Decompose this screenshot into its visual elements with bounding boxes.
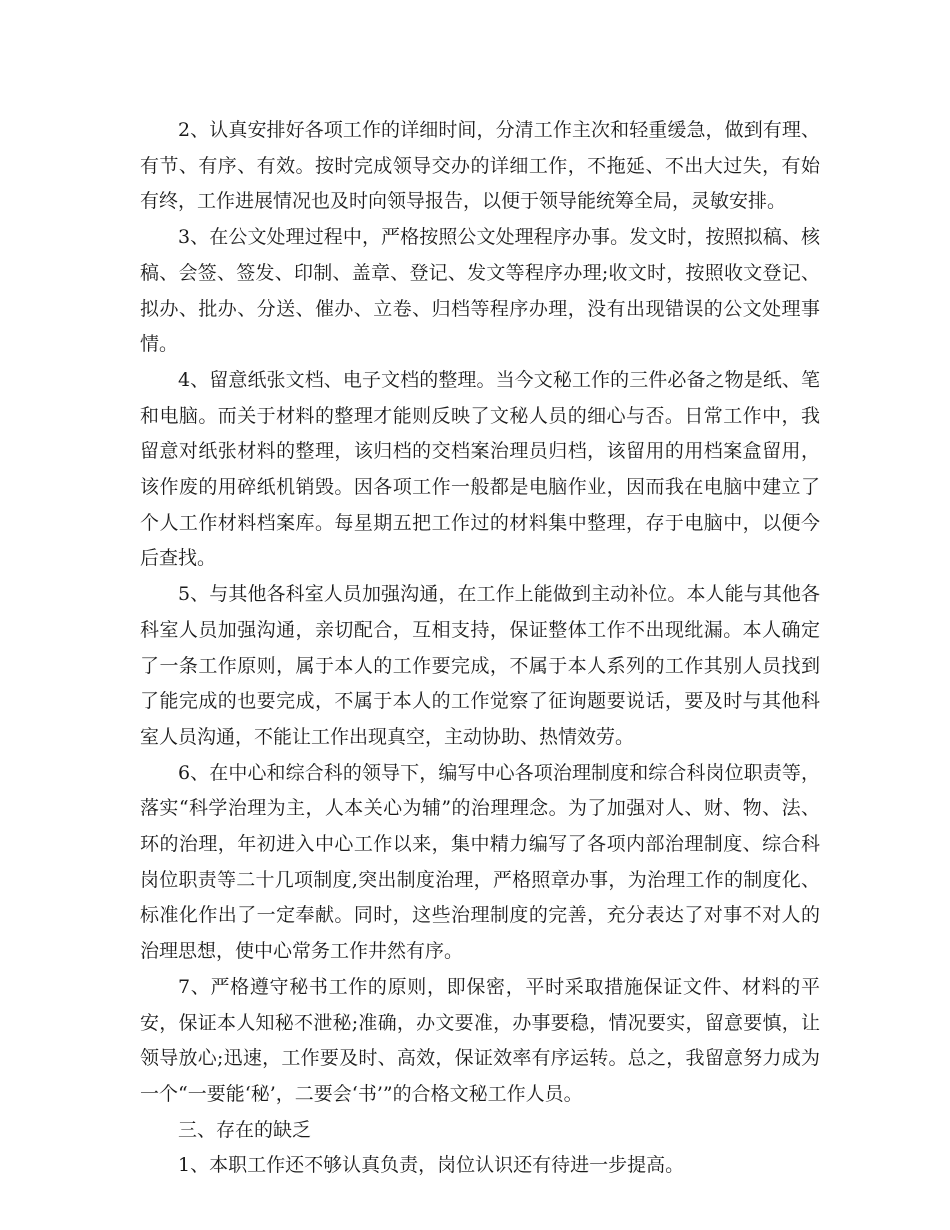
section-heading-shortcomings: 三、存在的缺乏 [178,1118,312,1141]
paragraph-item-7: 7、严格遵守秘书工作的原则，即保密，平时采取措施保证文件、材料的平安，保证本人知秘不泄秘;准确，办文要准，办事要稳，情况要实，留意要慎，让领导放心;迅速，工作要及时、高效，保证效率有序运转。总之，我留意努力成为一个“一要能‘秘’，二要会‘书’”的合格文秘工作人员。 [140,975,820,1105]
paragraph-item-5: 5、与其他各科室人员加强沟通，在工作上能做到主动补位。本人能与其他各科室人员加强沟通，亲切配合，互相支持，保证整体工作不出现纰漏。本人确定了一条工作原则，属于本人的工作要完成，不属于本人系列的工作其别人员找到了能完成的也要完成，不属于本人的工作觉察了征询题要说话，要及时与其他科室人员沟通，不能让工作出现真空，主动协助、热情效劳。 [140,583,820,748]
paragraph-item-6: 6、在中心和综合科的领导下，编写中心各项治理制度和综合科岗位职责等，落实“科学治理为主，人本关心为辅”的治理理念。为了加强对人、财、物、法、环的治理，年初进入中心工作以来，集中精力编写了各项内部治理制度、综合科岗位职责等二十几项制度,突出制度治理，严格照章办事，为治理工作的制度化、标准化作出了一定奉献。同时，这些治理制度的完善，充分表达了对事不对人的治理思想，使中心常务工作井然有序。 [140,761,820,963]
paragraph-item-3: 3、在公文处理过程中，严格按照公文处理程序办事。发文时，按照拟稿、核稿、会签、签发、印制、盖章、登记、发文等程序办理;收文时，按照收文登记、拟办、批办、分送、催办、立卷、归档等程序办理，没有出现错误的公文处理事情。 [140,226,820,356]
paragraph-item-4: 4、留意纸张文档、电子文档的整理。当今文秘工作的三件必备之物是纸、笔和电脑。而关于材料的整理才能则反映了文秘人员的细心与否。日常工作中，我留意对纸张材料的整理，该归档的交档案治理员归档，该留用的用档案盒留用，该作废的用碎纸机销毁。因各项工作一般都是电脑作业，因而我在电脑中建立了个人工作材料档案库。每星期五把工作过的材料集中整理，存于电脑中，以便今后查找。 [140,368,820,570]
paragraph-item-2: 2、认真安排好各项工作的详细时间，分清工作主次和轻重缓急，做到有理、有节、有序、有效。按时完成领导交办的详细工作，不拖延、不出大过失，有始有终，工作进展情况也及时向领导报告，以便于领导能统筹全局，灵敏安排。 [140,119,820,213]
paragraph-shortcoming-1: 1、本职工作还不够认真负责，岗位认识还有待进一步提高。 [178,1154,685,1177]
document-body [140,113,820,1184]
